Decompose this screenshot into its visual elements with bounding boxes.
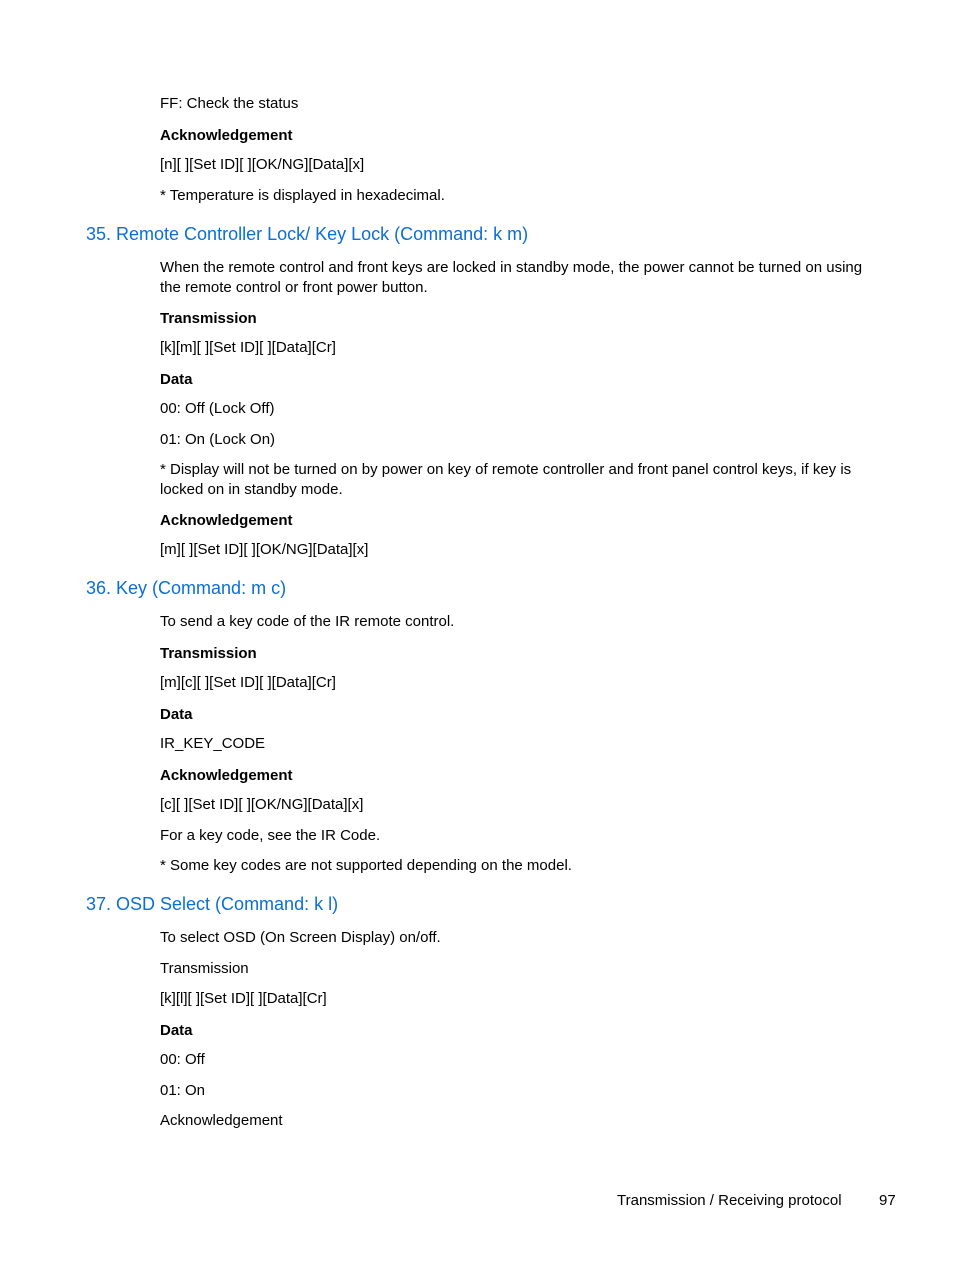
section-35-transmission-value: [k][m][ ][Set ID][ ][Data][Cr] (160, 339, 336, 356)
temperature-note: * Temperature is displayed in hexadecimal. (160, 187, 445, 204)
acknowledgement-label: Acknowledgement (160, 127, 293, 144)
section-37-data-value-off: 00: Off (160, 1051, 205, 1068)
section-36-acknowledgement-label: Acknowledgement (160, 767, 293, 784)
section-35-data-value-off: 00: Off (Lock Off) (160, 400, 275, 417)
section-36-acknowledgement-value: [c][ ][Set ID][ ][OK/NG][Data][x] (160, 796, 364, 813)
section-35-acknowledgement-value: [m][ ][Set ID][ ][OK/NG][Data][x] (160, 541, 369, 558)
section-37-data-label: Data (160, 1022, 193, 1039)
page-number: 97 (879, 1192, 896, 1209)
section-35-acknowledgement-label: Acknowledgement (160, 512, 293, 529)
section-35-data-label: Data (160, 371, 193, 388)
section-36-heading: 36. Key (Command: m c) (86, 578, 287, 598)
section-37-heading: 37. OSD Select (Command: k l) (86, 894, 339, 914)
section-37-acknowledgement-label: Acknowledgement (160, 1112, 283, 1129)
status-check-line: FF: Check the status (160, 95, 299, 112)
section-36-see-also: For a key code, see the IR Code. (160, 827, 381, 844)
section-35-heading: 35. Remote Controller Lock/ Key Lock (Command: k m) (86, 224, 529, 244)
section-37-transmission-value: [k][l][ ][Set ID][ ][Data][Cr] (160, 990, 327, 1007)
section-35-note: * Display will not be turned on by power on key of remote controller and front panel control keys, if key is locked on in standby mode. (160, 461, 852, 498)
section-36-transmission-label: Transmission (160, 645, 257, 662)
footer-section-title: Transmission / Receiving protocol (617, 1192, 842, 1209)
section-37-data-value-on: 01: On (160, 1082, 206, 1099)
section-36-data-value: IR_KEY_CODE (160, 735, 266, 752)
section-36-note: * Some key codes are not supported depending on the model. (160, 857, 572, 874)
section-35-transmission-label: Transmission (160, 310, 257, 327)
section-37-transmission-label: Transmission (160, 960, 249, 977)
acknowledgement-value: [n][ ][Set ID][ ][OK/NG][Data][x] (160, 156, 365, 173)
section-36-data-label: Data (160, 706, 193, 723)
section-35-data-value-on: 01: On (Lock On) (160, 431, 276, 448)
section-35-description: When the remote control and front keys are locked in standby mode, the power cannot be turned on using the remote control or front power button. (160, 259, 863, 296)
section-37-description: To select OSD (On Screen Display) on/off. (160, 929, 441, 946)
section-36-description: To send a key code of the IR remote control. (160, 613, 455, 630)
section-36-transmission-value: [m][c][ ][Set ID][ ][Data][Cr] (160, 674, 336, 691)
